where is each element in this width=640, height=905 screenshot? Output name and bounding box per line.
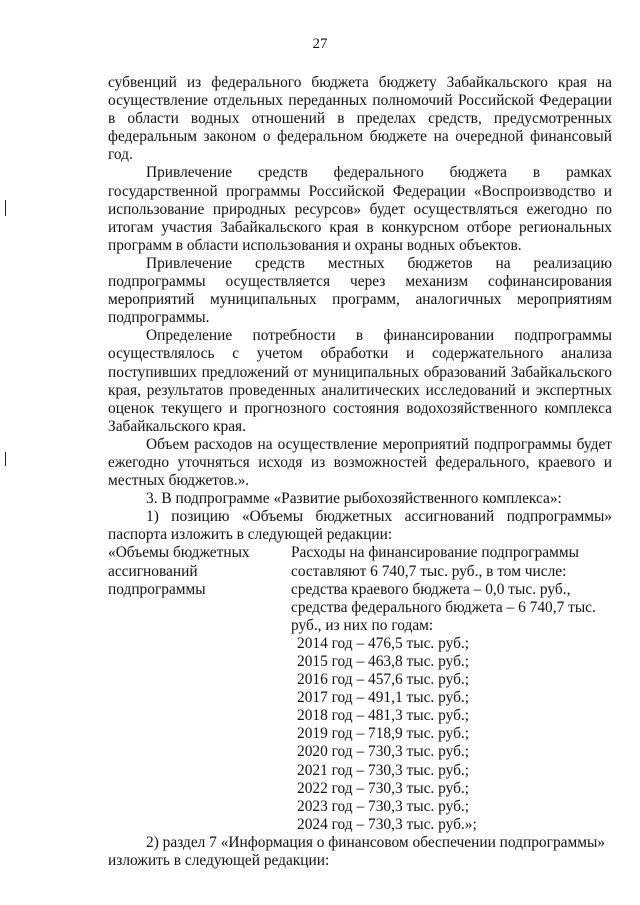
item-3-heading: 3. В подпрограмме «Развитие рыбохозяйственного комплекса»:: [146, 490, 562, 508]
paragraph-subventions: субвенций из федерального бюджета бюджету Забайкальского края на осуществление отдельных переданных полномочий Российской Федерации в области водных отношений в пределах средств, предусмотренных федеральным законом о федеральном бюджете на очередной финансовый год.: [108, 74, 612, 164]
passport-years-list: [291, 635, 612, 834]
passport-regional: средства краевого бюджета – 0,0 тыс. руб.,: [291, 580, 571, 598]
year-row: 2016 год – 457,6 тыс. руб.;: [297, 671, 470, 689]
passport-label-line: «Объемы бюджетных: [108, 544, 250, 562]
year-row: 2021 год – 730,3 тыс. руб.;: [297, 761, 470, 779]
margin-mark: [5, 200, 6, 216]
paragraph-federal-funds: Привлечение средств федерального бюджета в рамках государственной программы Российской Федерации «Воспроизводство и использование природных ресурсов» будет осуществляться ежегодно по итогам участия Забайкальского края в конкурсном отборе региональных программ в области использования и охраны водных объектов.: [108, 164, 612, 254]
year-row: 2015 год – 463,8 тыс. руб.;: [297, 653, 470, 670]
year-row: 2024 год – 730,3 тыс. руб.»;: [297, 815, 477, 833]
passport-federal: средства федерального бюджета – 6 740,7 тыс. руб., из них по годам:: [291, 598, 596, 634]
paragraph-local-funds: Привлечение средств местных бюджетов на реализацию подпрограммы осуществляется через механизм софинансирования мероприятий муниципальных программ, аналогичных мероприятиям подпрограммы.: [108, 254, 612, 327]
year-row: 2022 год – 730,3 тыс. руб.;: [297, 779, 470, 797]
year-row: 2023 год – 730,3 тыс. руб.;: [297, 797, 470, 815]
year-row: 2017 год – 491,1 тыс. руб.;: [297, 689, 470, 707]
passport-right-column: [291, 544, 612, 834]
document-body: [108, 74, 612, 870]
paragraph-expenditure-volume: Объем расходов на осуществление мероприятий подпрограммы будет ежегодно уточняться исходя из возможностей федерального, краевого и местных бюджетов.».: [108, 435, 612, 490]
year-row: 2014 год – 476,5 тыс. руб.;: [297, 634, 470, 652]
year-row: 2019 год – 718,9 тыс. руб.;: [297, 725, 470, 743]
passport-block: [108, 544, 612, 834]
passport-left-column: [108, 544, 291, 834]
paragraph-needs-assessment: Определение потребности в финансировании подпрограммы осуществлялось с учетом обработки и содержательного анализа поступивших предложений от муниципальных образований Забайкальского края, результатов проведенных аналитических исследований и экспертных оценок текущего и прогнозного состояния водохозяйственного комплекса Забайкальского края.: [108, 327, 612, 435]
page-number: 27: [312, 36, 328, 52]
item-1-position: 1) позицию «Объемы бюджетных ассигнований подпрограммы» паспорта изложить в следующей редакции:: [108, 508, 612, 544]
passport-total: Расходы на финансирование подпрограммы составляют 6 740,7 тыс. руб., в том числе:: [291, 544, 579, 580]
item-2-continuation: изложить в следующей редакции:: [108, 852, 330, 870]
passport-label-line: ассигнований: [108, 562, 198, 580]
year-row: 2018 год – 481,3 тыс. руб.;: [297, 707, 470, 725]
margin-mark: [5, 452, 6, 466]
passport-label-line: подпрограммы: [108, 580, 206, 598]
year-row: 2020 год – 730,3 тыс. руб.;: [297, 743, 470, 761]
item-2-section-7: 2) раздел 7 «Информация о финансовом обеспечении подпрограммы»: [146, 833, 605, 851]
